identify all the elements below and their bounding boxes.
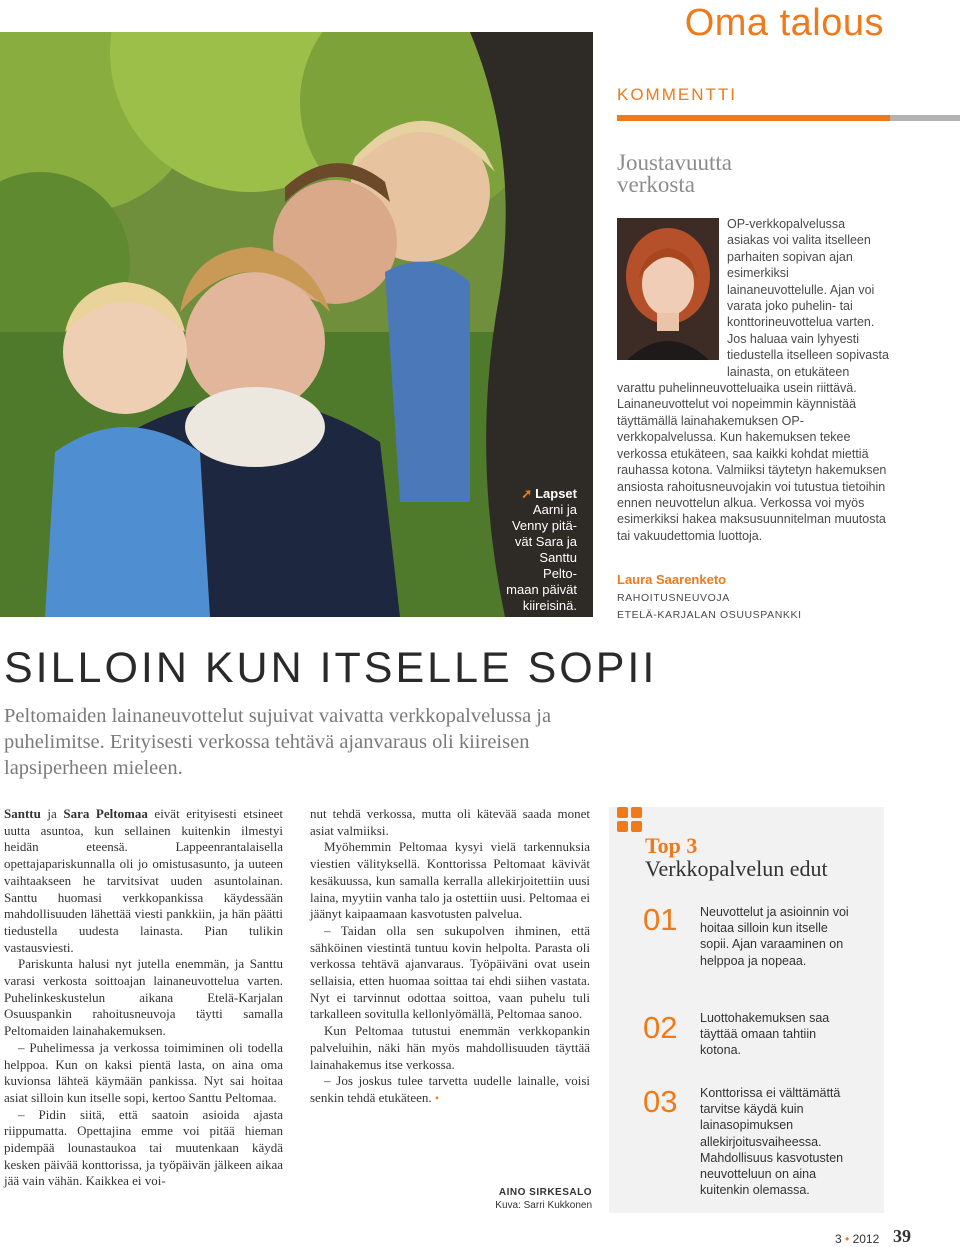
section-title: Oma talous: [684, 2, 884, 44]
article-column-1: [4, 806, 283, 1190]
comment-paragraph: OP-verkkopalvelussa asiakas voi valita itselleen parhaiten sopivan ajan esimerkiksi lainaneuvottelulle. Ajan voi varata joko puhelin- tai konttorineuvottelua varten. Jos haluaa vain lyhyesti tiedustella itselleen sopivasta lainasta, on etukäteen varattu puhelinneuvotteluaika usein riittävä.: [617, 217, 889, 396]
page-number: 39: [893, 1226, 911, 1246]
signature-org: ETELÄ-KARJALAN OSUUSPANKKI: [617, 609, 802, 621]
item-text: Konttorissa ei välttämättä tarvitse käydä kuin lainasopimuksen allekirjoitusvaiheessa. Mahdollisuus kasvotusten neuvotteluun on aina kuitenkin olemassa.: [700, 1086, 844, 1198]
bullet-icon: •: [845, 1232, 850, 1246]
lead-name: Sara Peltomaa: [63, 806, 148, 821]
body-paragraph: – Puhelimessa ja verkossa toimiminen oli todella helppoa. Kun on kaksi pientä lasta, on aina oma kuvionsa lähteä käymään pankissa. Nyt sai hoitaa asiat silloin kun itselle sopi, kertoo Santtu Peltomaa.: [4, 1039, 283, 1105]
signature-name: Laura Saarenketo: [617, 572, 727, 587]
caption-line: Santtu Pelto-: [539, 550, 577, 581]
caption-line: Venny pitä-: [511, 518, 577, 533]
body-text: – Jos joskus tulee tarvetta uudelle lainalle, voisi senkin tehdä etukäteen.: [310, 1073, 590, 1105]
arrow-icon: ➚: [521, 486, 533, 501]
article-column-2: [310, 806, 590, 1107]
decor-square: [631, 821, 642, 832]
lead-name: Santtu: [4, 806, 41, 821]
decor-square: [617, 807, 628, 818]
signature-role: RAHOITUSNEUVOJA: [617, 592, 730, 604]
article-deck: Peltomaiden lainaneuvottelut sujuivat vaivatta verkkopalvelussa ja puhelimitse. Erityisesti verkossa tehtävä ajanvaraus oli kiireisen lapsiperheen mieleen.: [4, 705, 552, 779]
body-paragraph: – Pidin siitä, että saatoin asioida ajasta riippumatta. Opettajina emme voi pitää hieman pidempää lounastaukoa tai muutenkaan käydä kesken päivää konttorissa, ja työpäivän jälkeen aikaa jää vain vähän. Kaikkea ei voi-: [4, 1106, 283, 1189]
body-paragraph: Kun Peltomaa tutustui enemmän verkkopankin palveluihin, näki hän myös mahdollisuuden täyttää lainahakemus itse verkossa.: [310, 1023, 590, 1072]
item-number: 01: [643, 902, 678, 937]
caption-line: maan päivät: [506, 582, 577, 597]
item-number: 03: [643, 1084, 678, 1119]
item-text: Neuvottelut ja asioinnin voi hoitaa silloin kun itselle sopii. Ajan varaaminen on helppoa ja nopeaa.: [700, 905, 849, 968]
photo-credit: Kuva: Sarri Kukkonen: [495, 1200, 592, 1211]
body-paragraph-last: [310, 1073, 590, 1106]
caption-line: vät Sara ja: [514, 534, 577, 549]
comment-heading: [617, 152, 817, 196]
comment-heading-line: Joustavuutta: [617, 150, 732, 175]
item-number: 02: [643, 1010, 678, 1045]
caption-line: kiireisinä.: [522, 598, 577, 613]
decor-square: [631, 807, 642, 818]
author-credit: [466, 1186, 592, 1212]
portrait-photo: [617, 218, 719, 360]
lead-join: ja: [47, 806, 57, 821]
caption-title: Lapset: [535, 486, 577, 501]
item-text: Luottohakemuksen saa täyttää omaan tahtiin kotona.: [700, 1011, 830, 1058]
body-paragraph: – Taidan olla sen sukupolven ihminen, että sähköinen viestintä tuntuu kovin helpolta. Parasta oli verkossa tehtävä ajanvaraus. Työpäiväni ovat usein sellaisia, etten huomaa soittaa tai ehdi siihen vastata. Nyt ei tarvinnut odottaa soittoa, vaan puhelu tuli tarkalleen sovitulla kellonlyömällä, Peltomaa sanoo.: [310, 922, 590, 1022]
lead-text: eivät erityisesti etsineet uutta asuntoa, kun sellainen kuitenkin ilmestyi heidän eteensä. Lappeenrantalaisella opettajapariskunnalla oli jo omistusasunto, ja uuteen vaihtaakseen he tarvitsivat uuden asuntolainan. Santtu huomasi verkkopankissa käydessään mahdollisuuden lähettää viesti pankkiin, ja hän päätti tiedustella uudesta lainasta. Pian tulikin vastausviesti.: [4, 806, 284, 955]
photo-caption: [503, 486, 577, 614]
issue: 3: [835, 1232, 842, 1246]
author-name: AINO SIRKESALO: [498, 1187, 592, 1198]
body-paragraph: nut tehdä verkossa, mutta oli kätevää saada monet asiat valmiiksi.: [310, 806, 590, 838]
divider-bar: [617, 115, 890, 121]
decor-square: [617, 821, 628, 832]
lead-paragraph: [4, 806, 283, 956]
comment-label: KOMMENTTI: [617, 85, 737, 104]
comment-heading-line: verkosta: [617, 172, 695, 197]
body-paragraph: Pariskunta halusi nyt jutella enemmän, ja Santtu varasi verkosta soittoajan lainaneuvottelua varten. Puhelinkeskustelun aikana Etelä-Karjalan Osuuspankin rahoitusneuvoja täytti samalla Peltomaiden lainahakemuksen.: [4, 956, 283, 1039]
top3-label: Top 3: [645, 833, 698, 858]
comment-paragraph: Lainaneuvottelut voi nopeimmin käynnistää täyttämällä lainahakemuksen OP-verkkopalvelussa. Kun hakemuksen tekee verkossa etukäteen, saa kaikki kohdat miettiä rauhassa kotona. Valmiiksi täytetyn hakemuksen ansiosta rahoitusneuvojakin voi tutustua tietoihin ennen neuvottelun alkua. Verkossa voi myös esimerkiksi hakea maksusuunnitelman muutosta tai vakuudettomia luottoja.: [617, 397, 887, 543]
end-mark: •: [434, 1090, 440, 1105]
caption-title-row: [503, 486, 577, 502]
divider-bar-grey: [890, 115, 960, 121]
top3-title: Verkkopalvelun edut: [645, 856, 828, 881]
year: 2012: [852, 1232, 880, 1246]
issue-number: [835, 1232, 879, 1246]
article-headline: SILLOIN KUN ITSELLE SOPII: [4, 644, 658, 692]
caption-line: Aarni ja: [532, 502, 577, 517]
body-paragraph: Myöhemmin Peltomaa kysyi vielä tarkennuksia viestien välityksellä. Konttorissa Peltomaat kävivät kesäkuussa, kun samalla kerralla allekirjoitettiin uusi laina, myytiin vanha talo ja ostettiin uusi. Peltomaa ei jäänyt kaipaamaan kasvotusten palvelua.: [310, 839, 590, 922]
